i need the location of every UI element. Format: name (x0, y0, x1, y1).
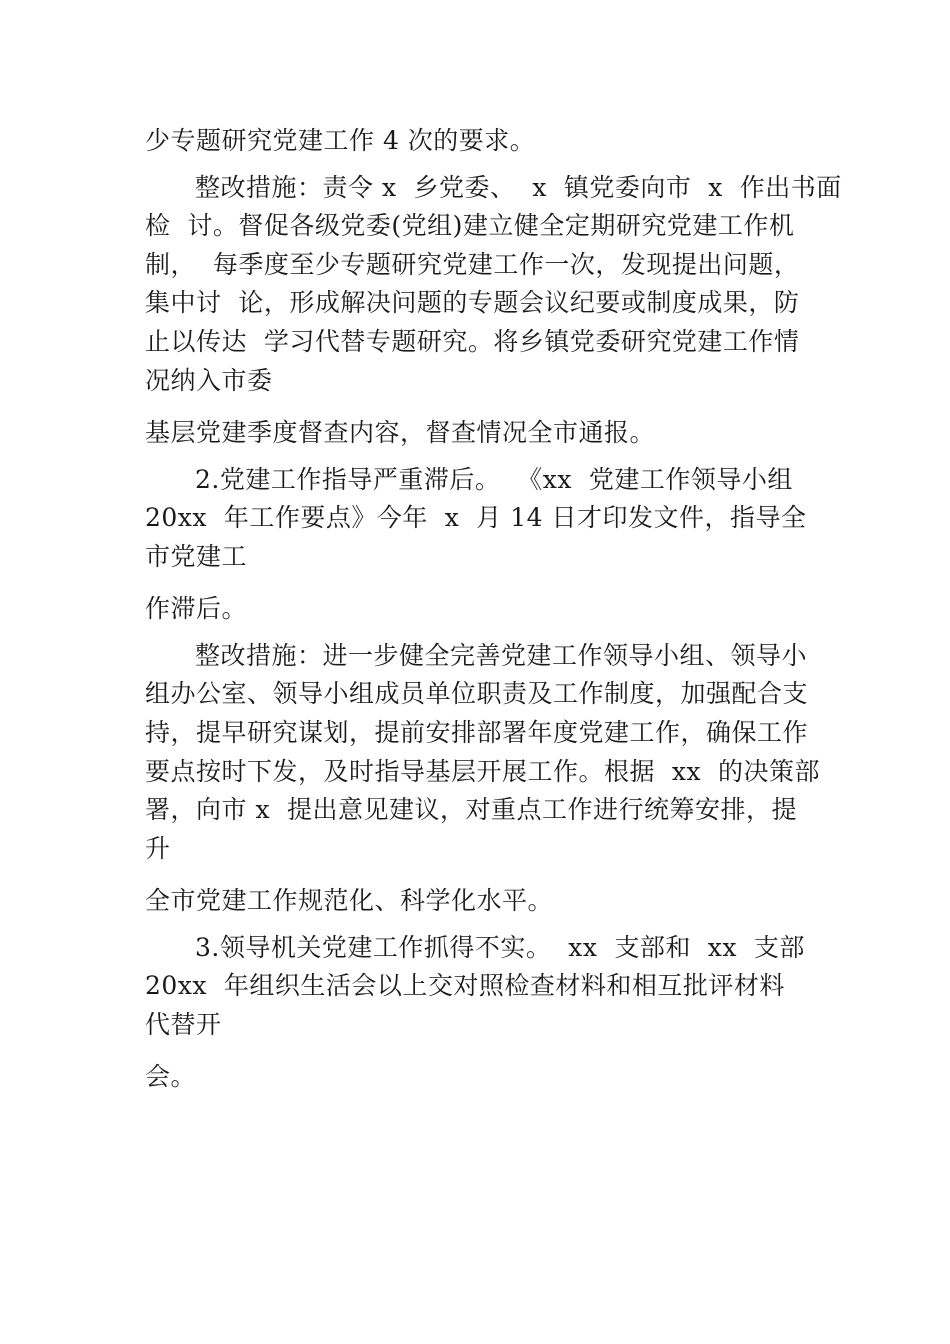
text-line: 持，提早研究谋划，提前安排部署年度党建工作，确保工作 (145, 718, 809, 747)
text-line: 况纳入市委 (145, 366, 273, 395)
text-line: 止以传达 学习代替专题研究。将乡镇党委研究党建工作情 (145, 327, 800, 356)
text-line: 署，向市 x 提出意见建议，对重点工作进行统筹安排，提 (145, 795, 797, 824)
text-line: 市党建工 (145, 542, 248, 571)
text-line: 整改措施：进一步健全完善党建工作领导小组、领导小 (195, 641, 808, 670)
text-line: 检 讨。督促各级党委(党组)建立健全定期研究党建工作机 (145, 211, 795, 240)
text-line: 组办公室、领导小组成员单位职责及工作制度，加强配合支 (145, 679, 809, 708)
text-line: 全市党建工作规范化、科学化水平。 (145, 886, 554, 915)
text-line: 集中讨 论，形成解决问题的专题会议纪要或制度成果，防 (145, 288, 800, 317)
text-line: 会。 (145, 1062, 197, 1091)
text-line: 基层党建季度督查内容，督查情况全市通报。 (145, 418, 656, 447)
text-line: 20xx 年组织生活会以上交对照检查材料和相互批评材料 (145, 971, 785, 1000)
text-line: 少专题研究党建工作 4 次的要求。 (145, 126, 536, 155)
text-line: 要点按时下发，及时指导基层开展工作。根据 xx 的决策部 (145, 757, 820, 786)
text-line: 20xx 年工作要点》今年 x 月 14 日才印发文件，指导全 (145, 503, 807, 532)
text-line: 3.领导机关党建工作抓得不实。 xx 支部和 xx 支部 (195, 933, 805, 962)
text-line: 制， 每季度至少专题研究党建工作一次，发现提出问题， (145, 250, 800, 279)
text-line: 2.党建工作指导严重滞后。 《xx 党建工作领导小组 (195, 465, 793, 494)
text-line: 升 (145, 834, 171, 863)
text-line: 整改措施：责令 x 乡党委、 x 镇党委向市 x 作出书面 (195, 173, 842, 202)
text-line: 作滞后。 (145, 594, 248, 623)
text-line: 代替开 (145, 1010, 222, 1039)
